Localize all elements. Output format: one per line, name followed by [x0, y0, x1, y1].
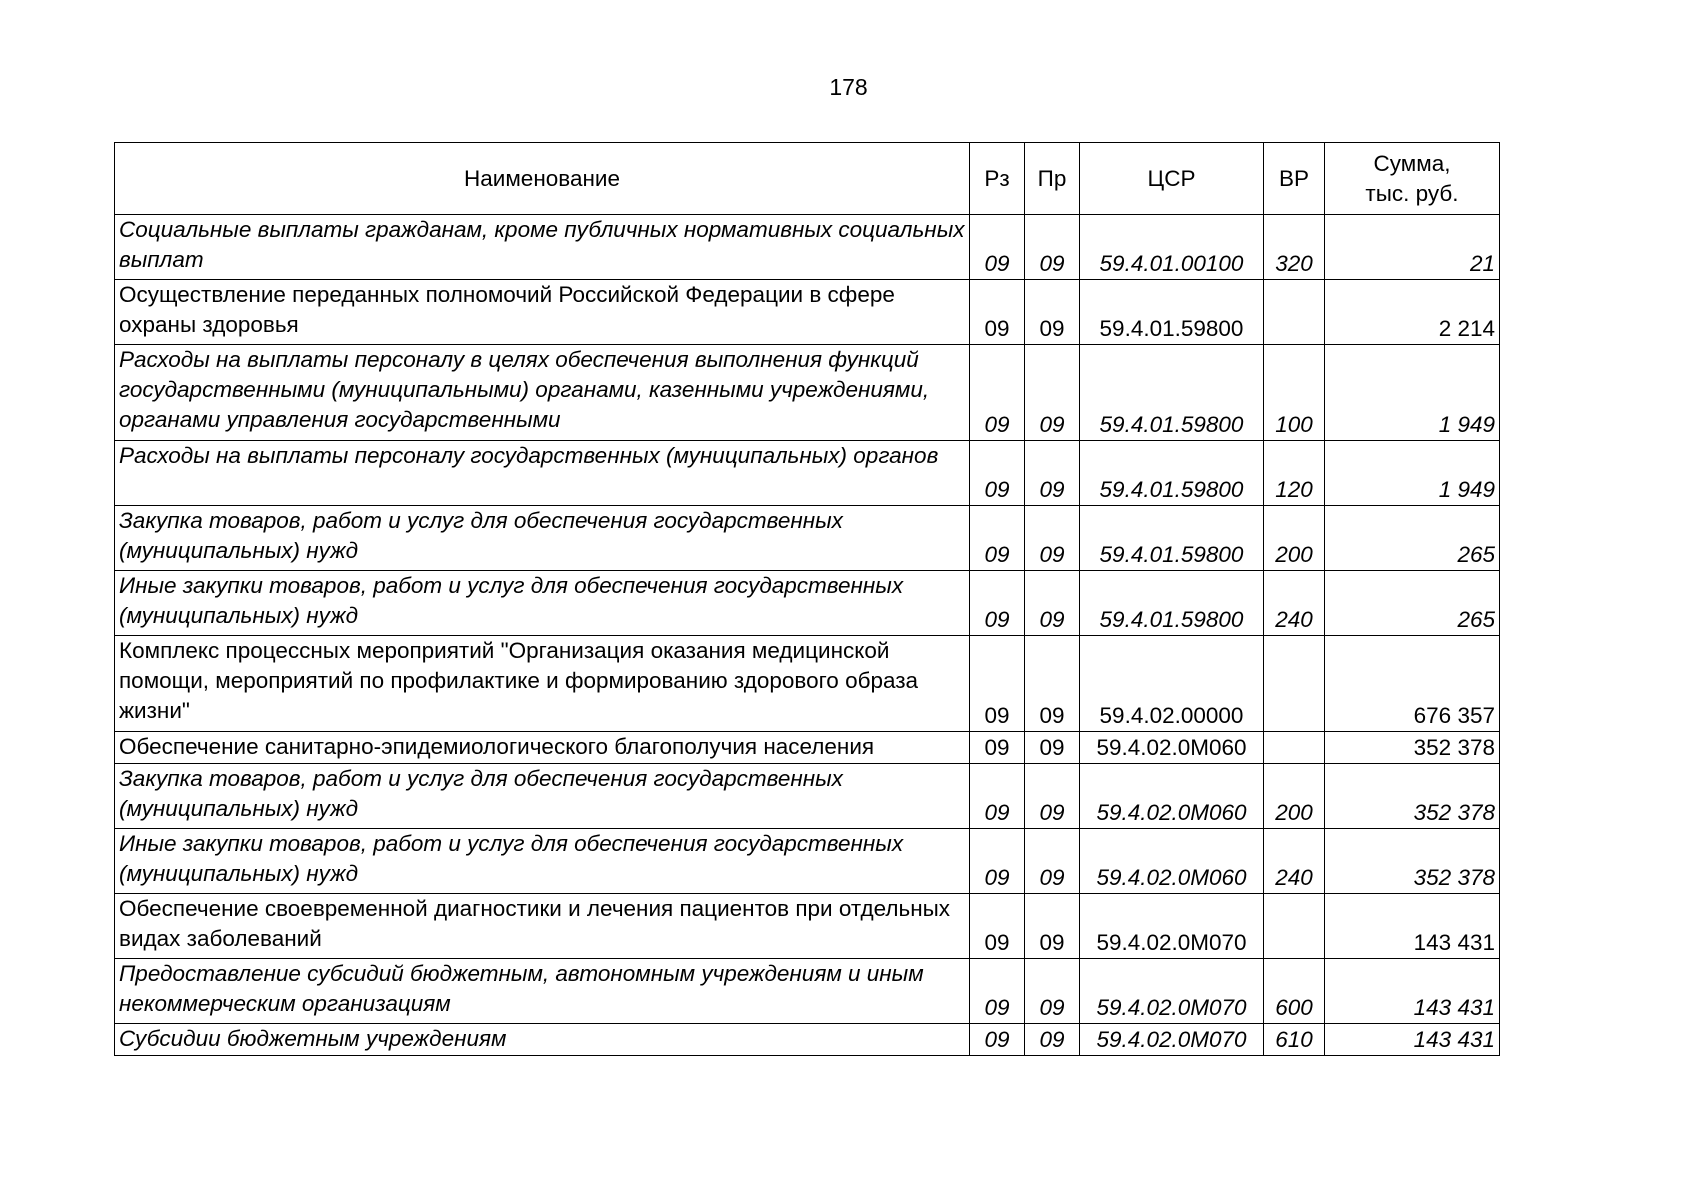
cell-name: Комплекс процессных мероприятий "Организация оказания медицинской помощи, мероприятий по профилактике и формированию здорового образа жизни"	[115, 636, 970, 732]
cell-sum: 1 949	[1325, 345, 1500, 441]
cell-name: Обеспечение своевременной диагностики и лечения пациентов при отдельных видах заболеваний	[115, 894, 970, 959]
cell-rz: 09	[970, 764, 1025, 829]
cell-name: Обеспечение санитарно-эпидемиологического благополучия населения	[115, 732, 970, 764]
cell-sum: 143 431	[1325, 1024, 1500, 1056]
table-row	[115, 571, 1500, 636]
cell-rz: 09	[970, 959, 1025, 1024]
cell-rz: 09	[970, 280, 1025, 345]
cell-csr: 59.4.02.0М060	[1080, 764, 1264, 829]
table-header-row	[115, 143, 1500, 215]
cell-sum: 2 214	[1325, 280, 1500, 345]
cell-sum: 265	[1325, 571, 1500, 636]
table-row	[115, 506, 1500, 571]
cell-name: Иные закупки товаров, работ и услуг для обеспечения государственных (муниципальных) нужд	[115, 829, 970, 894]
cell-csr: 59.4.02.0М070	[1080, 1024, 1264, 1056]
cell-rz: 09	[970, 441, 1025, 506]
cell-name: Субсидии бюджетным учреждениям	[115, 1024, 970, 1056]
cell-vr: 240	[1264, 571, 1325, 636]
table-row	[115, 636, 1500, 732]
cell-vr: 240	[1264, 829, 1325, 894]
cell-vr: 610	[1264, 1024, 1325, 1056]
header-rz: Рз	[970, 143, 1025, 215]
cell-name: Закупка товаров, работ и услуг для обеспечения государственных (муниципальных) нужд	[115, 506, 970, 571]
table-row	[115, 829, 1500, 894]
cell-rz: 09	[970, 571, 1025, 636]
cell-csr: 59.4.02.0М060	[1080, 829, 1264, 894]
header-pr: Пр	[1025, 143, 1080, 215]
cell-vr: 120	[1264, 441, 1325, 506]
table-row	[115, 894, 1500, 959]
cell-pr: 09	[1025, 215, 1080, 280]
cell-csr: 59.4.01.59800	[1080, 571, 1264, 636]
table-row	[115, 280, 1500, 345]
cell-vr: 200	[1264, 506, 1325, 571]
cell-name: Закупка товаров, работ и услуг для обеспечения государственных (муниципальных) нужд	[115, 764, 970, 829]
cell-vr: 320	[1264, 215, 1325, 280]
cell-rz: 09	[970, 345, 1025, 441]
cell-rz: 09	[970, 215, 1025, 280]
cell-name: Иные закупки товаров, работ и услуг для обеспечения государственных (муниципальных) нужд	[115, 571, 970, 636]
cell-rz: 09	[970, 506, 1025, 571]
cell-csr: 59.4.02.0М060	[1080, 732, 1264, 764]
cell-vr	[1264, 636, 1325, 732]
cell-rz: 09	[970, 636, 1025, 732]
cell-name: Предоставление субсидий бюджетным, автономным учреждениям и иным некоммерческим организациям	[115, 959, 970, 1024]
cell-pr: 09	[1025, 571, 1080, 636]
cell-sum: 1 949	[1325, 441, 1500, 506]
table-row	[115, 732, 1500, 764]
cell-vr	[1264, 732, 1325, 764]
cell-sum: 143 431	[1325, 894, 1500, 959]
cell-sum: 143 431	[1325, 959, 1500, 1024]
table-row	[115, 441, 1500, 506]
cell-csr: 59.4.02.00000	[1080, 636, 1264, 732]
header-vr: ВР	[1264, 143, 1325, 215]
table-row	[115, 764, 1500, 829]
cell-csr: 59.4.01.00100	[1080, 215, 1264, 280]
page-number: 178	[829, 74, 868, 100]
cell-name: Расходы на выплаты персоналу в целях обеспечения выполнения функций государственными (муниципальными) органами, казенными учреждениями, органами управления государственными	[115, 345, 970, 441]
cell-sum: 352 378	[1325, 732, 1500, 764]
cell-name: Социальные выплаты гражданам, кроме публичных нормативных социальных выплат	[115, 215, 970, 280]
cell-pr: 09	[1025, 732, 1080, 764]
cell-csr: 59.4.01.59800	[1080, 345, 1264, 441]
cell-csr: 59.4.01.59800	[1080, 280, 1264, 345]
cell-pr: 09	[1025, 1024, 1080, 1056]
cell-pr: 09	[1025, 764, 1080, 829]
cell-rz: 09	[970, 1024, 1025, 1056]
cell-name: Осуществление переданных полномочий Российской Федерации в сфере охраны здоровья	[115, 280, 970, 345]
cell-vr	[1264, 894, 1325, 959]
cell-rz: 09	[970, 894, 1025, 959]
cell-sum: 352 378	[1325, 829, 1500, 894]
cell-sum: 676 357	[1325, 636, 1500, 732]
cell-vr: 200	[1264, 764, 1325, 829]
cell-vr: 600	[1264, 959, 1325, 1024]
table-row	[115, 215, 1500, 280]
cell-pr: 09	[1025, 636, 1080, 732]
cell-name: Расходы на выплаты персоналу государственных (муниципальных) органов	[115, 441, 970, 506]
header-sum: Сумма, тыс. руб.	[1325, 143, 1500, 215]
header-csr: ЦСР	[1080, 143, 1264, 215]
cell-sum: 265	[1325, 506, 1500, 571]
cell-csr: 59.4.02.0М070	[1080, 894, 1264, 959]
cell-vr: 100	[1264, 345, 1325, 441]
cell-pr: 09	[1025, 894, 1080, 959]
cell-vr	[1264, 280, 1325, 345]
cell-pr: 09	[1025, 506, 1080, 571]
cell-pr: 09	[1025, 829, 1080, 894]
cell-sum: 21	[1325, 215, 1500, 280]
header-name: Наименование	[115, 143, 970, 215]
budget-table	[114, 142, 1500, 1056]
cell-pr: 09	[1025, 959, 1080, 1024]
cell-rz: 09	[970, 829, 1025, 894]
table-row	[115, 345, 1500, 441]
table-row	[115, 959, 1500, 1024]
cell-rz: 09	[970, 732, 1025, 764]
cell-pr: 09	[1025, 441, 1080, 506]
cell-pr: 09	[1025, 345, 1080, 441]
cell-pr: 09	[1025, 280, 1080, 345]
table-row	[115, 1024, 1500, 1056]
cell-csr: 59.4.01.59800	[1080, 441, 1264, 506]
cell-csr: 59.4.01.59800	[1080, 506, 1264, 571]
cell-csr: 59.4.02.0М070	[1080, 959, 1264, 1024]
cell-sum: 352 378	[1325, 764, 1500, 829]
